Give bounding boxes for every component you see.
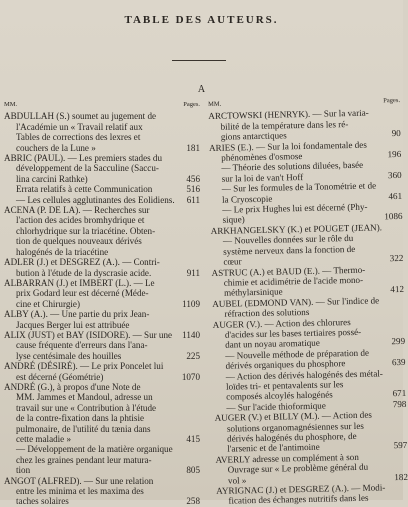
index-line-page [180, 486, 200, 496]
index-line-page [180, 257, 200, 267]
index-line-page [180, 153, 200, 163]
left-column-header [4, 100, 200, 110]
index-line [4, 455, 200, 465]
index-line-text: AUGER (V.). — Action des chlorures [212, 316, 351, 330]
index-line-text: bution à l'étude de la dyscrasie acide. [16, 267, 152, 278]
index-line [4, 111, 200, 121]
index-line-text: gions antarctiques [220, 130, 287, 142]
index-line-page: 360 [387, 169, 402, 181]
index-line-page [180, 278, 200, 288]
index-line-page [180, 455, 200, 465]
index-line-text: — Le prix Hughes lui est décerné (Phy- [222, 201, 368, 215]
index-line-page [382, 180, 402, 191]
index-line-page [180, 247, 200, 257]
index-line-page [387, 451, 407, 462]
index-line [4, 226, 200, 236]
index-line-text: composés alcoylés halogénés [226, 389, 333, 403]
index-line-text: AUBEL (EDMOND VAN). — Sur l'indice de [212, 295, 380, 309]
index-line-text: chimie et acidimétrie de l'acide mono- [223, 274, 364, 288]
index-line-text: Ouvrage sur « Le problème général du [227, 461, 369, 475]
index-line-page [180, 215, 200, 225]
index-line-text: ALBARRAN (J.) et IMBERT (L.). — Le [4, 277, 155, 288]
index-line-page: 299 [391, 336, 406, 347]
left-column-header-pages: Pages. [183, 101, 200, 108]
index-line-text: ALBY (A.). — Une partie du prix Jean- [4, 309, 150, 320]
index-line-page [387, 420, 407, 431]
index-line-page: 415 [186, 434, 200, 444]
index-line-page: 181 [186, 142, 200, 153]
index-line-page: 911 [186, 267, 200, 278]
index-line-page: 90 [391, 128, 401, 139]
index-line-page [180, 205, 200, 215]
index-line-page [180, 288, 200, 298]
index-line-text: système nerveux dans la fonction de [223, 243, 356, 257]
index-line [4, 205, 200, 215]
index-line-page [180, 226, 200, 236]
index-line [4, 320, 200, 330]
index-line [4, 122, 200, 132]
index-line-text: sur la loi de van't Hoff [221, 171, 304, 184]
index-line-text: — Nouvelle méthode de préparation de [225, 347, 370, 361]
index-line-page [180, 320, 200, 330]
index-line-text: cine et Chirurgie) [16, 298, 80, 309]
index-line-text: ARKHANGELSKY (K.) et POUGET (JEAN). [210, 222, 383, 236]
index-line-page: 1109 [182, 298, 200, 309]
index-line-text: AVERLY adresse un complément à son [215, 451, 359, 465]
index-line-text: travail sur une « Contribution à l'étude [16, 402, 157, 413]
index-line-page [388, 461, 408, 472]
index-line-text: cœur [223, 256, 242, 267]
index-line-text: — Théorie des solutions diluées, basée [221, 160, 364, 174]
index-line-page [380, 107, 400, 118]
index-line [4, 413, 200, 423]
index-line-page [180, 340, 200, 350]
left-entries [4, 111, 200, 506]
index-line-text: — Sur les formules de la Tonométrie et de [221, 180, 377, 194]
index-line-text: phénomènes d'osmose [221, 151, 303, 163]
index-line-text: lina carcini Rathke) [16, 173, 88, 184]
index-line-page: 456 [186, 173, 200, 184]
index-line-text: dant un noyau aromatique [225, 338, 320, 351]
index-line-text: la Cryoscopie [221, 193, 273, 205]
index-line-page [180, 309, 200, 319]
index-line [4, 247, 200, 257]
index-line-page: 671 [392, 388, 407, 399]
index-line-text: ARIES (E.). — Sur la loi fondamentale des [208, 139, 367, 153]
index-line-text: prix Godard leur est décerné (Méde- [16, 288, 149, 299]
index-line-page: 182 [394, 471, 408, 482]
index-line-text: développement de la Sacculine (Saccu- [16, 163, 159, 174]
index-line [4, 372, 200, 382]
index-line [4, 143, 200, 153]
index-line [4, 496, 200, 506]
index-line [4, 278, 200, 288]
left-column-header-names: MM. [4, 101, 18, 108]
index-line-text: l'arsenic et de l'antimoine [227, 442, 320, 455]
index-line-page: 798 [392, 398, 407, 409]
index-line-text: lyse centésimale des houilles [16, 350, 122, 361]
index-line [4, 184, 200, 194]
index-line [4, 330, 200, 340]
index-line [4, 476, 200, 486]
index-line [4, 403, 200, 413]
index-line-page [381, 139, 401, 150]
index-line [4, 268, 200, 278]
index-line-page [383, 222, 403, 233]
right-column [208, 96, 408, 507]
index-line-text: pulmonaire, de l'utilité du tænia dans [16, 423, 151, 434]
index-line-page [383, 243, 403, 254]
left-column [4, 100, 200, 507]
index-line-page: 461 [388, 190, 403, 201]
index-line-text: MM. Jammes et Mandoul, adresse un [16, 392, 153, 403]
index-line-text: fication des échanges nutritifs dans les [228, 493, 369, 507]
index-line-page [180, 476, 200, 486]
index-line-text: ANGOT (ALFRED). — Sur une relation [4, 475, 154, 486]
index-line-text: l'action des acides bromhydrique et [16, 215, 145, 226]
index-line-text: Tables de corrections des lexres et [16, 132, 141, 143]
index-line-page [386, 367, 406, 378]
index-line-page [180, 122, 200, 132]
index-line-text: l'Académie un « Travail relatif aux [16, 121, 143, 132]
index-line [4, 340, 200, 350]
index-line-page [383, 263, 403, 274]
index-line-page [180, 132, 200, 142]
index-line-page [386, 378, 406, 389]
index-line-text: ACENA (P. DE LA). — Recherches sur [4, 205, 150, 216]
index-line [4, 392, 200, 402]
index-line-page [180, 403, 200, 413]
index-line-page: 322 [389, 253, 404, 264]
index-line [4, 174, 200, 184]
index-line-text: ADLER (J.) et DESGREZ (A.). — Contri- [4, 257, 160, 268]
index-line-text: Errata relatifs à cette Communication [16, 184, 153, 195]
index-line-page [180, 424, 200, 434]
index-line [4, 299, 200, 309]
index-line [4, 444, 200, 454]
index-line-page [180, 163, 200, 173]
index-line-page: 516 [186, 184, 200, 195]
index-line-page: 225 [186, 350, 200, 361]
index-line-text: vol » [227, 474, 247, 486]
index-line-page [180, 111, 200, 121]
index-line-text: halogénés de la triacétine [16, 246, 109, 257]
index-line [4, 351, 200, 361]
index-line-page: 1070 [181, 371, 200, 382]
index-line-text: taches solaires [16, 496, 69, 507]
index-line [4, 132, 200, 142]
index-line-page [180, 413, 200, 423]
index-line-page: 412 [390, 284, 405, 295]
index-line-text: tion de quelques nouveaux dérivés [16, 236, 142, 247]
index-line-page [385, 315, 405, 326]
index-line-text: sique) [222, 214, 245, 226]
index-line-text: est décerné (Géométrie) [16, 371, 104, 382]
index-line-text: solutions organomagnésiennes sur les [226, 420, 364, 434]
index-line-text: ARCTOWSKI (HENRYK). — Sur la varia- [208, 108, 369, 122]
index-line [4, 382, 200, 392]
index-line [4, 195, 200, 205]
index-line-text: chez les graines pendant leur matura- [16, 454, 152, 465]
index-line-text: ALIX (JUST) et BAY (ISIDORE). — Sur une [4, 329, 173, 340]
index-line-page [388, 492, 408, 503]
right-column-header-pages: Pages. [383, 96, 401, 105]
index-line-text: cause fréquente d'erreurs dans l'ana- [16, 340, 148, 351]
index-line-page [385, 347, 405, 358]
index-line-text: chlorhydrique sur la triacétine. Obten- [16, 225, 156, 236]
index-line-text: ANDRÉ (G.), à propos d'une Note de [4, 381, 141, 392]
index-line-text: — Les cellules agglutinantes des Eolidiens. [16, 194, 175, 205]
index-line [4, 215, 200, 225]
index-line-text: AYRIGNAC (J.) et DESGREZ (A.). — Modi- [216, 482, 386, 496]
index-line-text: dérivés organiques du phosphore [225, 358, 346, 371]
index-line-page [387, 430, 407, 441]
index-line-page [180, 361, 200, 371]
index-line-text: tion [16, 465, 31, 476]
index-line-page [180, 444, 200, 454]
index-line-page [180, 236, 200, 246]
index-line [4, 288, 200, 298]
index-line-page [381, 159, 401, 170]
index-line-page [180, 392, 200, 402]
index-line-page [387, 409, 407, 420]
index-line-text: AUGER (V.) et BILLY (M.). — Action des [214, 409, 372, 424]
index-line [4, 465, 200, 475]
index-line-text: — Nouvelles données sur le rôle du [222, 233, 354, 246]
index-line-text: ASTRUC (A.) et BAUD (E.). — Thermo- [211, 264, 366, 278]
index-line-text: cette maladie » [16, 434, 72, 444]
index-line-page [384, 305, 404, 316]
index-line-page [383, 232, 403, 243]
index-line [4, 434, 200, 444]
right-column-header-names: MM. [208, 100, 222, 108]
index-line-page: 196 [387, 148, 402, 160]
index-line-text: réfraction des solutions [224, 307, 310, 319]
index-line-page: 258 [186, 496, 200, 507]
index-line-text: bilité de la température dans les ré- [220, 118, 349, 132]
index-line-text: ANDRÉ (DÉSIRÉ). — Le prix Poncelet lui [4, 361, 164, 372]
index-line [4, 236, 200, 246]
index-line-page [180, 382, 200, 392]
index-line [4, 309, 200, 319]
index-line-page: 1140 [182, 329, 200, 340]
section-letter: A [197, 84, 206, 95]
title-rule [172, 60, 226, 61]
index-line-text: couchers de la Lune » [16, 142, 96, 153]
index-line-page: 611 [186, 194, 200, 205]
index-line-page [380, 118, 400, 129]
index-line-text: ABRIC (PAUL). — Les premiers stades du [4, 153, 163, 164]
index-line [4, 163, 200, 173]
index-line-text: dérivés halogénés du phosphore, de [226, 430, 357, 444]
right-entries [208, 107, 408, 506]
index-line [4, 486, 200, 496]
index-line-page [384, 295, 404, 306]
index-line-page: 639 [391, 357, 406, 368]
index-line-text: — Développement de la matière organique [16, 444, 173, 455]
index-line [4, 361, 200, 371]
index-line-page [388, 482, 408, 493]
index-line-page [384, 274, 404, 285]
index-line [4, 257, 200, 267]
index-line-text: entre les minima et les maxima des [16, 486, 144, 497]
index-line [4, 153, 200, 163]
index-line [4, 424, 200, 434]
index-line-text: méthylarsinique [223, 286, 283, 299]
index-line-page: 597 [393, 440, 408, 451]
index-line-text: — Sur l'acide thioformique [226, 400, 326, 413]
index-line-text: de la contre-fixation dans la phtisie [16, 413, 145, 424]
index-line-page [382, 201, 402, 212]
index-line-page: 1086 [384, 211, 403, 222]
index-line-page: 805 [186, 465, 200, 476]
index-line-text: loïdes tri- et pentavalents sur les [225, 379, 344, 392]
index-line-text: — Action des dérivés halogénés des métal- [225, 367, 383, 382]
index-line-page [385, 326, 405, 337]
page-title: TABLE DES AUTEURS. [124, 14, 279, 26]
index-line-text: d'acides sur les bases tertiaires possé- [224, 326, 362, 340]
index-line-text: ABDULLAH (S.) soumet au jugement de [4, 111, 157, 122]
index-line-text: Jacques Berger lui est attribuée [16, 319, 130, 330]
